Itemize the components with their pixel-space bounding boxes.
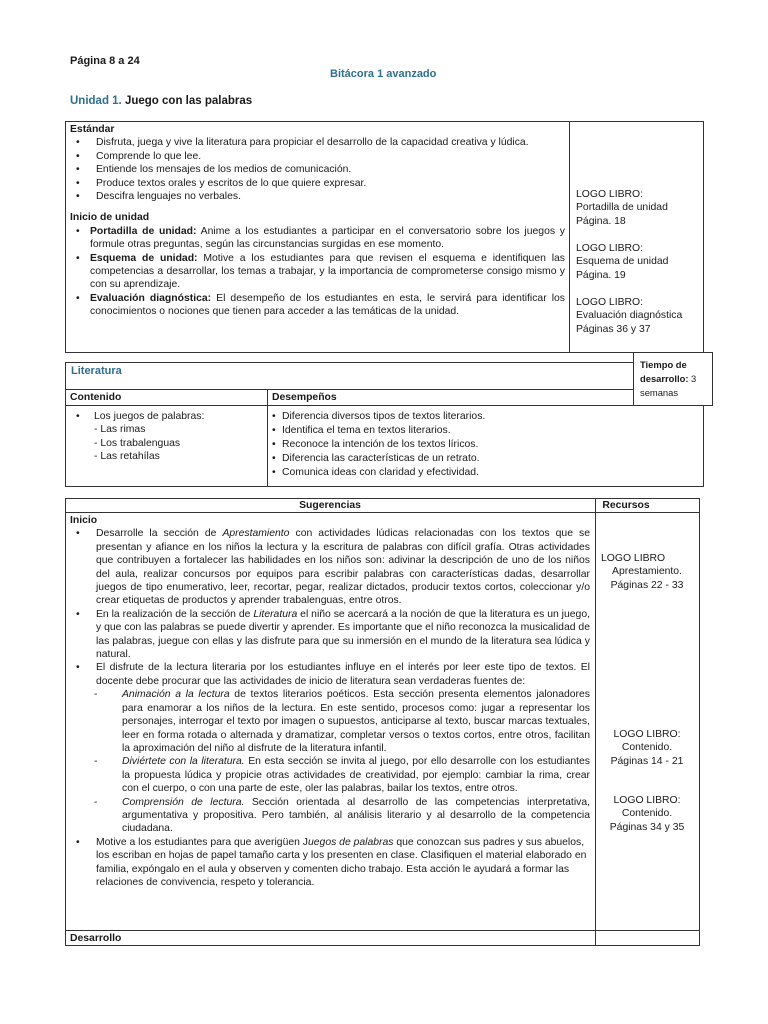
logo-page: Página. 19	[576, 269, 626, 281]
time-value: 3 semanas	[640, 373, 697, 398]
logo-label: LOGO LIBRO:	[576, 297, 643, 308]
resource-portadilla	[576, 188, 668, 228]
list-item: • Produce textos orales y escritos de lo que quiere expresar.	[70, 177, 565, 190]
list-item: • Diferencia diversos tipos de textos literarios.	[270, 410, 590, 424]
text: con actividades lúdicas relacionadas con los textos que se presentan y afiance en los niños la lectura y la escritura de palabras con difícil grafía. Otras actividades que contribuyen a fortalecer las habilidades en los niños son: adivinar la descripción de uno de los niños del aula, realizar concursos por equipos para escribir palabras con características dadas, desarrollar juegos de tipo enumerativo, leer, recortar, pegar, realizar dictados, producir textos cortos, coleccionar y/o crear etiquetas de productos y aprender trabalenguas, entre otros.	[96, 528, 590, 607]
text-italic: uegos de palabras	[307, 836, 394, 848]
logo-label: LOGO LIBRO:	[613, 729, 681, 740]
item-label: Esquema de unidad:	[90, 252, 198, 264]
list-item	[70, 527, 590, 607]
inicio-heading: Inicio	[70, 515, 98, 526]
list-item: • Reconoce la intención de los textos líricos.	[270, 438, 590, 452]
unit-name: Juego con las palabras	[124, 95, 253, 107]
item-label: Portadilla de unidad:	[90, 225, 197, 237]
content-column-header: Contenido	[70, 392, 122, 403]
content-main: Los juegos de palabras:	[94, 411, 205, 422]
suggestions-body	[70, 514, 590, 889]
start-heading: Inicio de unidad	[70, 212, 150, 224]
standard-divider	[569, 121, 570, 353]
text: Sección orientada al desarrollo de las competencias interpretativa, argumentativa y propositiva. Pero también, al análisis literario y al desarrollo de la competencia ciudadana.	[122, 796, 590, 835]
subsection-list	[70, 688, 590, 835]
list-item	[70, 688, 590, 755]
content-sub: - Las rimas	[94, 424, 146, 436]
resource-esquema	[576, 242, 668, 282]
text-italic: Animación a la lectura	[122, 689, 230, 701]
logo-page: Páginas 14 - 21	[610, 755, 684, 767]
literature-section-title: Literatura	[71, 365, 122, 377]
logo-title: Evaluación diagnóstica	[576, 310, 683, 322]
list-item: • Disfruta, juega y vive la literatura para propiciar el desarrollo de la capacidad creativa y lúdica.	[70, 136, 565, 149]
text: El disfrute de la lectura literaria por los estudiantes influye en el interés por leer este tipo de textos. El docente debe procurar que las actividades de inicio de literatura sean verdaderas fuentes de:	[96, 662, 590, 687]
desarrollo-heading: Desarrollo	[70, 933, 122, 944]
time-box	[633, 352, 713, 406]
standard-heading: Estándar	[70, 124, 115, 135]
list-item	[70, 608, 590, 662]
list-item	[70, 225, 565, 252]
list-item	[70, 661, 590, 688]
logo-title: Esquema de unidad	[576, 256, 669, 268]
list-item: • Comprende lo que lee.	[70, 150, 565, 163]
page-number: Página 8 a 24	[70, 55, 140, 67]
content-list	[70, 410, 265, 464]
text-italic: Literatura	[253, 608, 298, 620]
resources-column-header: Recursos	[602, 500, 650, 511]
item-text: El desempeño de los estudiantes en esta, le servirá para identificar los conocimientos o nociones que tienen para acceder a las temáticas de la unidad.	[90, 292, 565, 318]
list-item: • Descifra lenguajes no verbales.	[70, 190, 565, 203]
time-label: Tiempo de desarrollo:	[640, 359, 689, 384]
document-title: Bitácora 1 avanzado	[330, 68, 437, 80]
divider	[65, 405, 704, 406]
text: En esta sección se invita al juego, por ello desarrolle con los estudiantes la propuesta lúdica y propicie otras actividades de creatividad, por ejemplo: cambiar la rima, crear con el cuerpo, o con una parte de este, oler las palabras, bailar los textos, entre otros.	[122, 756, 590, 795]
resource-aprestamiento	[597, 552, 697, 592]
text: Motive a los estudiantes para que averigüen J	[96, 836, 308, 848]
performance-cell	[270, 410, 590, 480]
divider	[595, 498, 596, 946]
text: En la realización de la sección de	[96, 608, 254, 620]
item-text: Anime a los estudiantes a participar en el conversatorio sobre los juegos y formule otras preguntas, según las circunstancias surgidas en ese momento.	[90, 225, 565, 251]
divider	[267, 389, 268, 487]
suggestions-list	[70, 527, 590, 688]
logo-page: Página. 18	[576, 215, 626, 227]
list-item: • Diferencia las características de un retrato.	[270, 452, 590, 466]
logo-page: Páginas 36 y 37	[576, 323, 651, 335]
standard-list	[70, 136, 565, 203]
logo-label: LOGO LIBRO:	[576, 243, 643, 254]
resource-contenido-2	[597, 794, 697, 834]
divider	[65, 389, 704, 390]
text-italic: Comprensión de lectura.	[122, 796, 245, 808]
list-item	[70, 796, 590, 836]
unit-title	[70, 95, 252, 107]
text-italic: Diviértete con la literatura.	[122, 756, 245, 768]
logo-label: LOGO LIBRO:	[613, 795, 681, 806]
item-label: Evaluación diagnóstica:	[90, 292, 212, 304]
suggestions-column-header: Sugerencias	[299, 500, 361, 511]
text: de textos literarios poéticos. Esta sección presenta elementos jalonadores para enamorar a los niños de la lectura. En este sentido, procesos como: jugar a representar los personajes, interrogar el texto por imagen o supuestos, anticiparse al texto, buscar marcas textuales, leer en forma rotada o alternada y dramatizar, completar versos o textos cortos, entre otros, facilitan la aproximación del niño al disfrute de la literatura infantil.	[122, 689, 590, 754]
item-text: Motive a los estudiantes para que revisen el esquema e identifiquen las competencias a desarrollar, los temas a trabajar, y la importancia de comprometerse consigo mismo y con su aprendizaje.	[90, 252, 565, 291]
logo-title: Aprestamiento.	[612, 566, 682, 578]
divider	[65, 930, 700, 931]
list-item	[70, 252, 565, 292]
logo-label: LOGO LIBRO	[601, 553, 666, 564]
text: el niño se acercará a la noción de que la literatura es un juego, y que con las palabras se puede divertir y aprender. Es importante que el niño reconozca la musicalidad de las palabras, juegue con ellas y las disfrute para que su inmersión en el mundo de la literatura sea lúdica y natural.	[96, 608, 590, 661]
start-list	[70, 225, 565, 319]
performance-list	[270, 410, 590, 480]
performance-column-header: Desempeños	[272, 392, 337, 403]
resource-contenido-1	[597, 728, 697, 768]
resource-evaluacion	[576, 296, 682, 336]
list-item	[70, 836, 590, 890]
list-item	[70, 292, 565, 319]
list-item	[70, 410, 265, 464]
list-item: • Entiende los mensajes de los medios de comunicación.	[70, 163, 565, 176]
logo-title: Contenido.	[621, 742, 673, 754]
text: que conozcan sus padres y sus abuelos, los escriban en hojas de papel tamaño carta y los presenten en clase. Clasifiquen el material elaborado en familia, expóngalo en el aula y observen y comenten dicho trabajo. Esta acción le ayudará a formar las relaciones de convivencia, respeto y tolerancia.	[96, 836, 587, 888]
logo-page: Páginas 34 y 35	[609, 821, 685, 833]
list-item	[70, 755, 590, 795]
logo-label: LOGO LIBRO:	[576, 189, 643, 200]
standard-section	[70, 123, 565, 319]
unit-number: Unidad 1.	[70, 95, 122, 107]
content-cell	[70, 410, 265, 464]
logo-page: Páginas 22 - 33	[610, 579, 684, 591]
list-item: • Identifica el tema en textos literarios.	[270, 424, 590, 438]
logo-title: Contenido.	[621, 808, 673, 820]
text: Desarrolle la sección de	[96, 528, 223, 540]
content-sub: - Las retahílas	[94, 451, 160, 463]
suggestions-list-2	[70, 836, 590, 890]
list-item: • Comunica ideas con claridad y efectividad.	[270, 466, 590, 480]
content-sub: - Los trabalenguas	[94, 437, 181, 449]
text-italic: Aprestamiento	[222, 528, 290, 540]
logo-title: Portadilla de unidad	[576, 202, 668, 214]
